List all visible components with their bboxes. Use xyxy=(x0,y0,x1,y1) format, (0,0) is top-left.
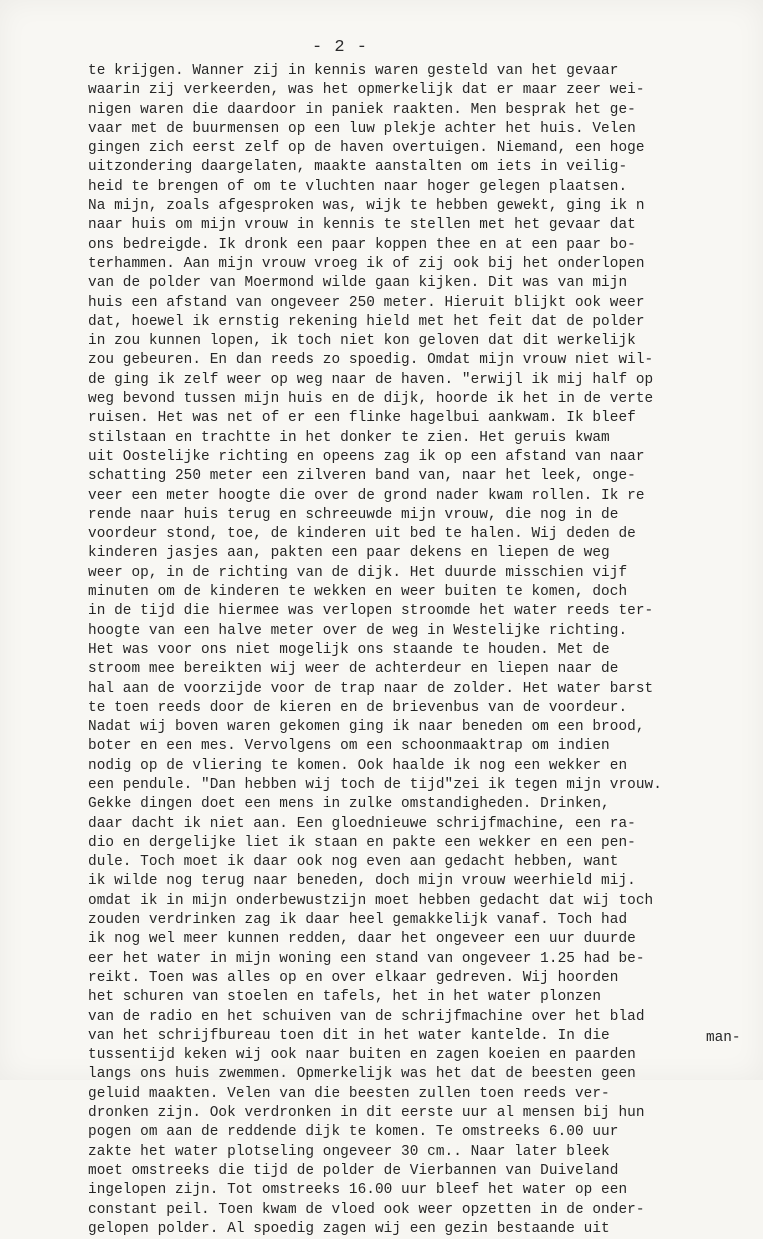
text-line: schatting 250 meter een zilveren band van, naar het leek, onge- xyxy=(88,468,636,485)
text-line: terhammen. Aan mijn vrouw vroeg ik of zij ook bij het onderlopen xyxy=(88,255,645,272)
text-line: gelopen polder. Al spoedig zagen wij een gezin bestaande uit xyxy=(88,1220,610,1237)
text-line: eer het water in mijn woning een stand van ongeveer 1.25 had be- xyxy=(88,950,645,967)
text-line: in zou kunnen lopen, ik toch niet kon geloven dat dit werkelijk xyxy=(88,333,636,350)
text-line: heid te brengen of om te vluchten naar hoger gelegen plaatsen. xyxy=(88,178,628,195)
text-line: waarin zij verkeerden, was het opmerkelijk dat er maar zeer wei- xyxy=(88,82,645,99)
text-line: pogen om aan de reddende dijk te komen. Te omstreeks 6.00 uur xyxy=(88,1124,619,1141)
text-line: de ging ik zelf weer op weg naar de haven. "erwijl ik mij half op xyxy=(88,371,654,388)
text-line: dio en dergelijke liet ik staan en pakte een wekker en een pen- xyxy=(88,834,636,851)
text-line: naar huis om mijn vrouw in kennis te stellen met het gevaar dat xyxy=(88,217,636,234)
text-line: ik wilde nog terug naar beneden, doch mijn vrouw weerhield mij. xyxy=(88,873,636,890)
text-line: te toen reeds door de kieren en de brievenbus van de voordeur. xyxy=(88,699,628,716)
text-line: het schuren van stoelen en tafels, het in het water plonzen xyxy=(88,989,602,1006)
text-line: stilstaan en trachtte in het donker te zien. Het geruis kwam xyxy=(88,429,610,446)
text-line: minuten om de kinderen te wekken en weer buiten te komen, doch xyxy=(88,584,628,601)
continuation-word: man- xyxy=(706,1030,741,1046)
text-line: te krijgen. Wanner zij in kennis waren gesteld van het gevaar xyxy=(88,63,619,79)
text-line: Nadat wij boven waren gekomen ging ik naar beneden om een brood, xyxy=(88,719,645,736)
text-line: rende naar huis terug en schreeuwde mijn vrouw, die nog in de xyxy=(88,506,619,523)
page-number: - 2 - xyxy=(311,38,368,57)
text-line: Het was voor ons niet mogelijk ons staande te houden. Met de xyxy=(88,641,610,658)
text-line: zakte het water plotseling ongeveer 30 cm.. Naar later bleek xyxy=(88,1143,610,1160)
text-line: uit Oostelijke richting en opeens zag ik op een afstand van naar xyxy=(88,448,645,465)
text-line: ingelopen zijn. Tot omstreeks 16.00 uur bleef het water op een xyxy=(88,1182,628,1199)
text-line: weer op, in de richting van de dijk. Het duurde misschien vijf xyxy=(88,564,628,581)
text-line: zouden verdrinken zag ik daar heel gemakkelijk vanaf. Toch had xyxy=(88,912,628,929)
text-line: geluid maakten. Velen van die beesten zullen toen reeds ver- xyxy=(88,1085,610,1102)
text-line: langs ons huis zwemmen. Opmerkelijk was het dat de beesten geen xyxy=(88,1066,636,1083)
text-line: ruisen. Het was net of er een flinke hagelbui aankwam. Ik bleef xyxy=(88,410,636,427)
text-line: dat, hoewel ik ernstig rekening hield met het feit dat de polder xyxy=(88,313,645,330)
text-line: boter en een mes. Vervolgens om een schoonmaaktrap om indien xyxy=(88,738,610,755)
text-line: constant peil. Toen kwam de vloed ook weer opzetten in de onder- xyxy=(88,1201,645,1218)
text-line: omdat ik in mijn onderbewustzijn moet hebben gedacht dat wij toch xyxy=(88,892,654,909)
text-line: veer een meter hoogte die over de grond nader kwam rollen. Ik re xyxy=(88,487,645,504)
text-line: vaar met de buurmensen op een luw plekje achter het huis. Velen xyxy=(88,120,636,137)
text-line: dule. Toch moet ik daar ook nog even aan gedacht hebben, want xyxy=(88,854,619,871)
text-line: reikt. Toen was alles op en over elkaar gedreven. Wij hoorden xyxy=(88,969,619,986)
text-line: van het schrijfbureau toen dit in het water kantelde. In die xyxy=(88,1027,610,1044)
text-line: hoogte van een halve meter over de weg in Westelijke richting. xyxy=(88,622,628,639)
text-line: uitzondering daargelaten, maakte aanstalten om iets in veilig- xyxy=(88,159,628,176)
text-line: Gekke dingen doet een mens in zulke omstandigheden. Drinken, xyxy=(88,796,610,813)
text-line: nigen waren die daardoor in paniek raakten. Men besprak het ge- xyxy=(88,101,636,118)
text-line: weg bevond tussen mijn huis en de dijk, hoorde ik het in de verte xyxy=(88,391,654,408)
text-line: van de polder van Moermond wilde gaan kijken. Dit was van mijn xyxy=(88,275,628,292)
text-line: moet omstreeks die tijd de polder de Vierbannen van Duiveland xyxy=(88,1162,619,1179)
text-line: ik nog wel meer kunnen redden, daar het ongeveer een uur duurde xyxy=(88,931,636,948)
typewritten-text xyxy=(88,62,758,1239)
text-line: in de tijd die hiermee was verlopen stroomde het water reeds ter- xyxy=(88,603,654,620)
text-line: kinderen jasjes aan, pakten een paar dekens en liepen de weg xyxy=(88,545,610,562)
text-line: dronken zijn. Ook verdronken in dit eerste uur al mensen bij hun xyxy=(88,1105,645,1122)
text-line: stroom mee bereikten wij weer de achterdeur en liepen naar de xyxy=(88,661,619,678)
text-line: Na mijn, zoals afgesproken was, wijk te hebben gewekt, ging ik n xyxy=(88,198,645,215)
text-line: hal aan de voorzijde voor de trap naar de zolder. Het water barst xyxy=(88,680,654,697)
text-line: van de radio en het schuiven van de schrijfmachine over het blad xyxy=(88,1008,645,1025)
text-line: daar dacht ik niet aan. Een gloednieuwe schrijfmachine, een ra- xyxy=(88,815,636,832)
text-line: huis een afstand van ongeveer 250 meter. Hieruit blijkt ook weer xyxy=(88,294,645,311)
text-line: een pendule. "Dan hebben wij toch de tijd"zei ik tegen mijn vrouw. xyxy=(88,776,662,793)
text-line: nodig op de vliering te komen. Ook haalde ik nog een wekker en xyxy=(88,757,628,774)
text-line: voordeur stond, toe, de kinderen uit bed te halen. Wij deden de xyxy=(88,526,636,543)
text-line: ons bedreigde. Ik dronk een paar koppen thee en at een paar bo- xyxy=(88,236,636,253)
text-line: gingen zich eerst zelf op de haven overtuigen. Niemand, een hoge xyxy=(88,140,645,157)
text-line: zou gebeuren. En dan reeds zo spoedig. Omdat mijn vrouw niet wil- xyxy=(88,352,654,369)
text-line: tussentijd keken wij ook naar buiten en zagen koeien en paarden xyxy=(88,1047,636,1064)
